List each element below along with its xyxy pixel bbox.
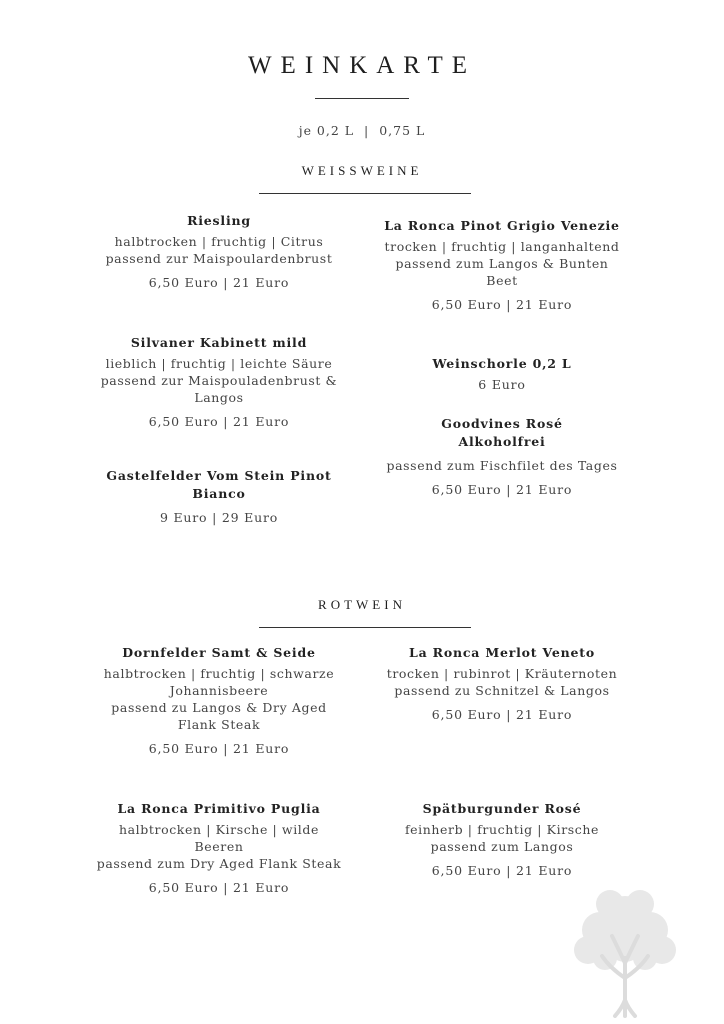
wine-description: lieblich | fruchtig | leichte Säure passend zur Maispouladenbrust & Langos	[100, 356, 338, 405]
wine-price: 6 Euro	[478, 377, 526, 392]
wine-name: La Ronca Primitivo Puglia	[117, 801, 321, 816]
wine-description: halbtrocken | Kirsche | wilde Beeren passend zum Dry Aged Flank Steak	[96, 822, 342, 871]
wine-description: feinherb | fruchtig | Kirsche passend zum Langos	[404, 822, 600, 854]
wine-price: 6,50 Euro | 21 Euro	[431, 707, 573, 722]
wine-name: Weinschorle 0,2 L	[432, 356, 572, 371]
wine-description: halbtrocken | fruchtig | schwarze Johannisbeere passend zu Langos & Dry Aged Flank Steak	[103, 666, 335, 732]
wine-item-dornfelder	[84, 644, 354, 757]
tree-icon	[560, 878, 690, 1018]
title-divider	[315, 98, 409, 99]
wine-price: 6,50 Euro | 21 Euro	[148, 741, 290, 756]
wine-item-primitivo	[84, 800, 354, 896]
wine-name: Riesling	[187, 213, 251, 228]
wine-name: Goodvines Rosé Alkoholfrei	[441, 416, 563, 449]
wine-price: 6,50 Euro | 21 Euro	[431, 297, 573, 312]
wine-item-goodvines	[367, 415, 637, 498]
wine-description: halbtrocken | fruchtig | Citrus passend zur Maispoulardenbrust	[105, 234, 333, 266]
volume-note: je 0,2 L | 0,75 L	[298, 123, 426, 138]
wine-description: trocken | rubinrot | Kräuternoten passend zu Schnitzel & Langos	[386, 666, 618, 698]
wine-price: 6,50 Euro | 21 Euro	[431, 482, 573, 497]
wine-item-gastelfelder	[84, 467, 354, 526]
section-divider-white-wines	[259, 193, 471, 194]
wine-price: 9 Euro | 29 Euro	[159, 510, 279, 525]
wine-price: 6,50 Euro | 21 Euro	[148, 275, 290, 290]
page-title: WEINKARTE	[247, 52, 477, 79]
wine-item-spaetburgunder	[367, 800, 637, 879]
wine-name: Dornfelder Samt & Seide	[122, 645, 316, 660]
wine-name: Spätburgunder Rosé	[422, 801, 582, 816]
wine-name: Silvaner Kabinett mild	[130, 335, 308, 350]
wine-description: trocken | fruchtig | langanhaltend passend zum Langos & Bunten Beet	[384, 239, 620, 288]
wine-item-merlot	[367, 644, 637, 723]
wine-description: passend zum Fischfilet des Tages	[386, 458, 618, 473]
wine-item-riesling	[84, 212, 354, 291]
section-title-red-wines: ROTWEIN	[318, 597, 406, 612]
wine-price: 6,50 Euro | 21 Euro	[148, 880, 290, 895]
wine-item-weinschorle	[367, 355, 637, 393]
wine-name: Gastelfelder Vom Stein Pinot Bianco	[106, 468, 332, 501]
wine-name: La Ronca Pinot Grigio Venezie	[384, 218, 620, 233]
wine-item-pinot-grigio	[367, 217, 637, 313]
wine-name: La Ronca Merlot Veneto	[409, 645, 595, 660]
wine-item-silvaner	[84, 334, 354, 430]
wine-price: 6,50 Euro | 21 Euro	[148, 414, 290, 429]
wine-price: 6,50 Euro | 21 Euro	[431, 863, 573, 878]
section-title-white-wines: WEISSWEINE	[301, 163, 423, 178]
section-divider-red-wines	[259, 627, 471, 628]
